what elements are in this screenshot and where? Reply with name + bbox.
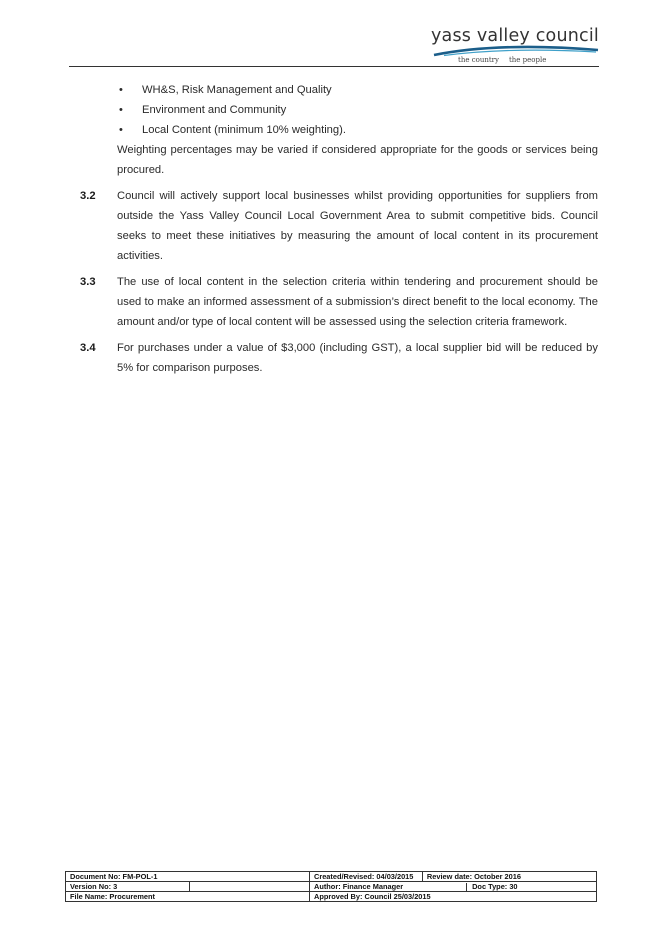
section-number: 3.3 [80,276,96,288]
footer-doc-type: Doc Type: 30 [472,882,518,891]
footer-version-no: Version No: 3 [66,882,190,892]
footer-approved-by: Approved By: Council 25/03/2015 [309,892,596,902]
section-text: The use of local content in the selection criteria within tendering and procurement should be used to make an informed assessment of a submission’s direct benefit to the local economy. The amount and/or type of local content will be assessed using the selection criteria framework. [117,276,598,328]
section-3-3 [80,272,598,332]
footer-empty-cell [190,882,310,892]
list-item: • Local Content (minimum 10% weighting). [117,120,598,140]
document-footer-table [65,871,597,902]
section-3-2 [80,186,598,266]
tagline-left: the country [458,56,499,64]
list-item: • Environment and Community [117,100,598,120]
footer-author-cell [309,882,596,892]
criteria-list [80,80,598,140]
section-text: For purchases under a value of $3,000 (including GST), a local supplier bid will be reduced by 5% for comparison purposes. [117,342,598,374]
section-text: Council will actively support local businesses whilst providing opportunities for suppliers from outside the Yass Valley Council Local Government Area to submit competitive bids. Council seeks to meet these initiatives by measuring the amount of local content in its procurement activities. [117,190,598,262]
header-rule [69,66,599,67]
footer-author: Author: Finance Manager [313,882,404,891]
footer-review-date: Review date: October 2016 [422,872,596,882]
section-3-4 [80,338,598,378]
footer-created-revised: Created/Revised: 04/03/2015 [309,872,422,882]
tagline-right: the people [508,56,547,64]
logo-wordmark: yass valley council [430,26,599,46]
section-number: 3.2 [80,190,96,202]
footer-file-name: File Name: Procurement [66,892,310,902]
logo-tagline [458,56,556,64]
document-body [80,80,598,378]
footer-document-no: Document No: FM-POL-1 [66,872,310,882]
list-item: • WH&S, Risk Management and Quality [117,80,598,100]
weighting-note: Weighting percentages may be varied if considered appropriate for the goods or services being procured. [117,144,598,176]
section-number: 3.4 [80,342,96,354]
footer-separator [466,883,467,891]
council-logo [430,26,605,68]
